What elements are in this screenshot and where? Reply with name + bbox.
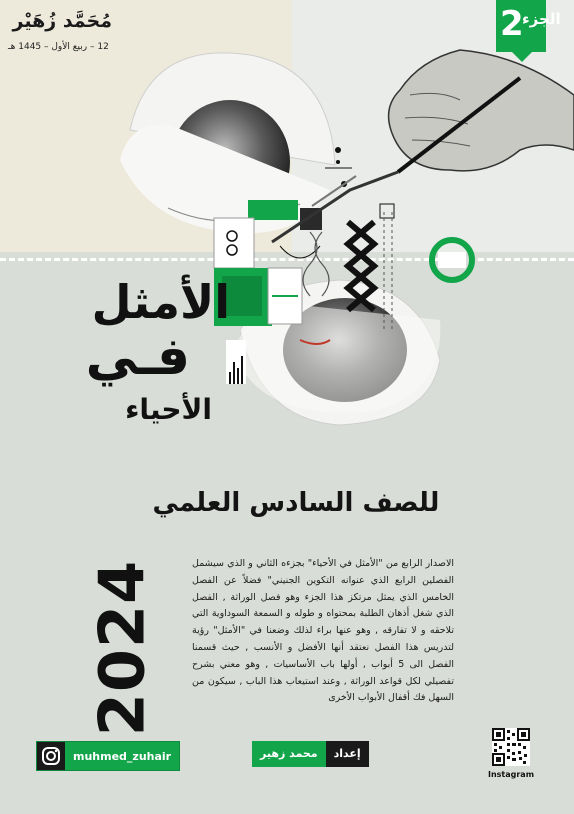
instagram-link[interactable] xyxy=(36,741,180,771)
part-number: 2 xyxy=(500,4,524,44)
instagram-handle: muhmed_zuhair xyxy=(73,749,172,763)
instagram-icon xyxy=(37,742,65,770)
prepared-name: محمد زهير xyxy=(252,741,326,767)
author-name: مُحَمَّد زُهَيْر xyxy=(12,10,112,32)
publish-date: 12 – ربيع الأول – 1445 هـ xyxy=(8,42,109,52)
prepared-by xyxy=(252,741,369,767)
title-line-2: فـي xyxy=(85,327,190,387)
title-line-3: الأحياء xyxy=(125,393,212,426)
upper-half-cell xyxy=(120,53,335,233)
part-word: الجزء xyxy=(522,10,561,28)
year: 2024 xyxy=(85,559,159,737)
subtitle: للصف السادس العلمي xyxy=(152,488,440,518)
green-ring-icon xyxy=(432,240,472,280)
prepared-label: إعداد xyxy=(326,741,369,767)
qr-caption: Instagram xyxy=(487,770,535,779)
qr-code[interactable] xyxy=(492,728,530,766)
title-line-1: الأمثل xyxy=(91,275,230,329)
main-title xyxy=(50,275,230,430)
description: الاصدار الرابع من "الأمثل في الأحياء" بجزءه الثاني و الذي سيشمل الفصلين الرابع الذي عنوانه التكوين الجنيني" فضلاً عن الفصل الخامس الذي يمثل مرتكز هذا الجزء وهو فصل الوراثة , الفصل الذي شغل أذهان الطلبة بمحتواه و طوله و السمعة السوداوية التي تلاحقه و لا تفارقه , وهو عنها براء لذلك وضعنا في "الأمثل" رؤية لتدريس هذا الفصل نعتقد أنها الأفضل و الأنسب , حيث قسمنا الفصل الى 5 أبواب , أولها باب الأساسيات , وهو معني بشرح تفصيلي لكل قواعد الوراثة , وعند استيعاب هذا الباب , سيكون من السهل فك أقفال الأبواب الأخرى xyxy=(192,558,455,704)
